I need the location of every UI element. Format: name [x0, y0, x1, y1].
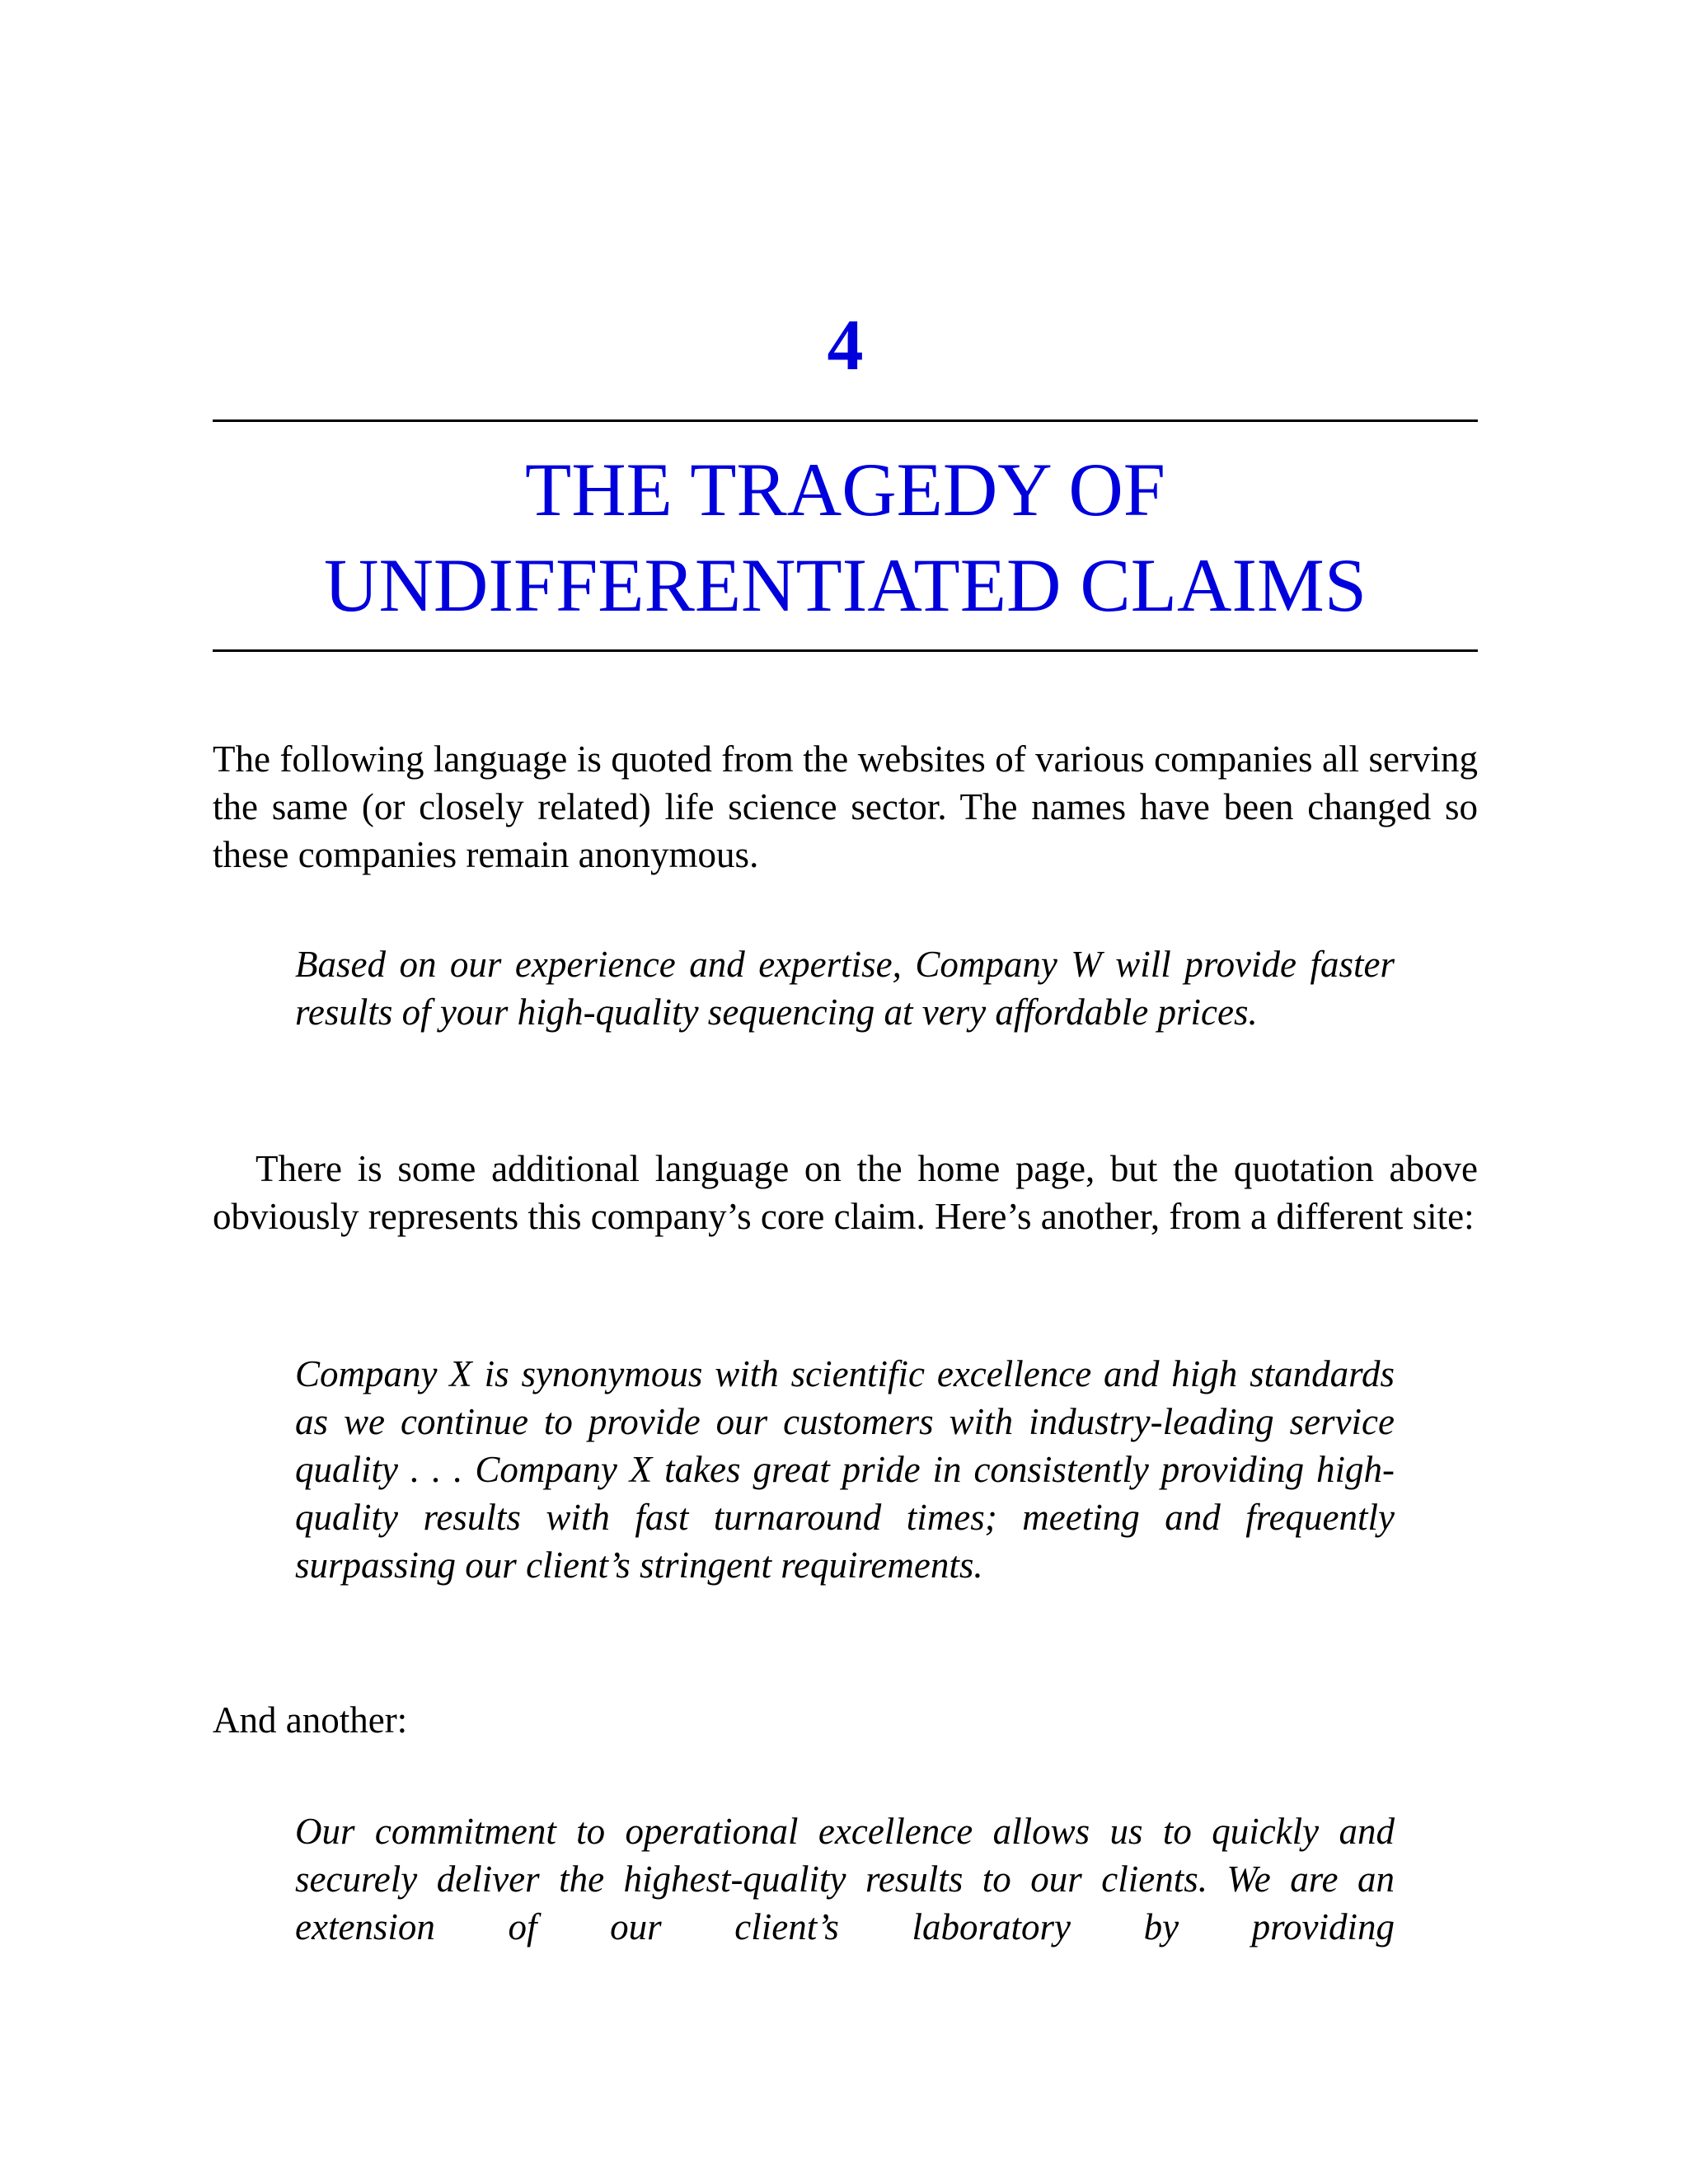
block-quote-3 — [295, 1807, 1478, 1951]
block-quote-3-text: Our commitment to operational excellence allows us to quickly and securely deliver the highest-quality results to our clients. We are an extension of our client’s laboratory by providing — [295, 1811, 1395, 1947]
block-quote-1-text: Based on our experience and expertise, Company W will provide faster results of your high-quality sequencing at very affordable prices. — [295, 944, 1395, 1033]
body-paragraph-2: There is some additional language on the home page, but the quotation above obviously represents this company’s core claim. Here’s another, from a different site: — [213, 1148, 1478, 1237]
block-quote-2 — [295, 1350, 1478, 1589]
block-quote-1 — [295, 940, 1478, 1036]
title-rule-bottom — [213, 649, 1478, 652]
title-rule-top — [213, 419, 1478, 422]
body-paragraph-1: The following language is quoted from the websites of various companies all serving the same (or closely related) life science sector. The names have been changed so these companies remain anonymous. — [213, 738, 1478, 875]
body-paragraph-3: And another: — [213, 1699, 408, 1741]
book-page — [213, 0, 1478, 2184]
chapter-title-line-1: THE TRAGEDY OF — [525, 448, 1165, 532]
chapter-title-line-2: UNDIFFERENTIATED CLAIMS — [324, 543, 1367, 627]
chapter-title — [213, 442, 1478, 633]
chapter-number: 4 — [827, 306, 864, 386]
block-quote-2-text: Company X is synonymous with scientific excellence and high standards as we continue to provide our customers with industry-leading service quality . . . Company X takes great pride in consistently providing high-quality results with fast turnaround times; meeting and frequently surpassing our client’s stringent requirements. — [295, 1353, 1395, 1586]
